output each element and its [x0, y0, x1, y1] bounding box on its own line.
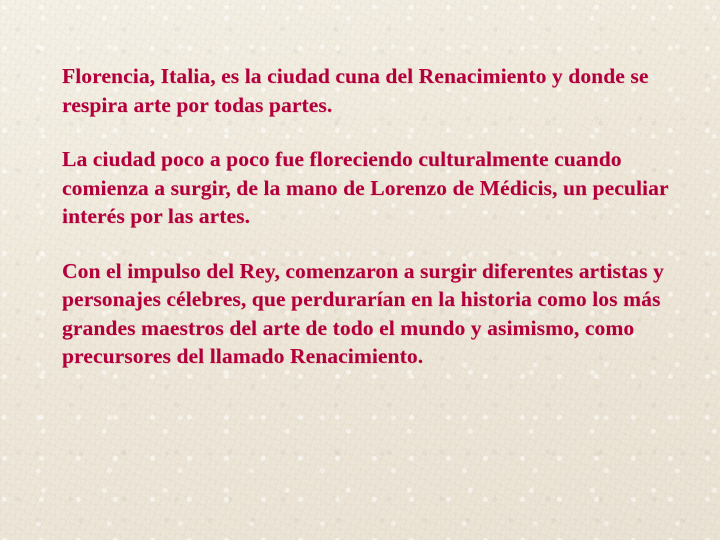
paragraph-2: La ciudad poco a poco fue floreciendo culturalmente cuando comienza a surgir, de la mano de Lorenzo de Médicis, un peculiar interés por las artes. [62, 147, 669, 228]
slide-text-block [62, 62, 674, 371]
paragraph-1: Florencia, Italia, es la ciudad cuna del Renacimiento y donde se respira arte por todas partes. [62, 64, 649, 117]
paragraph-3: Con el impulso del Rey, comenzaron a surgir diferentes artistas y personajes célebres, que perdurarían en la historia como los más grandes maestros del arte de todo el mundo y asimismo, como precursores del llamado Renacimiento. [62, 258, 664, 368]
